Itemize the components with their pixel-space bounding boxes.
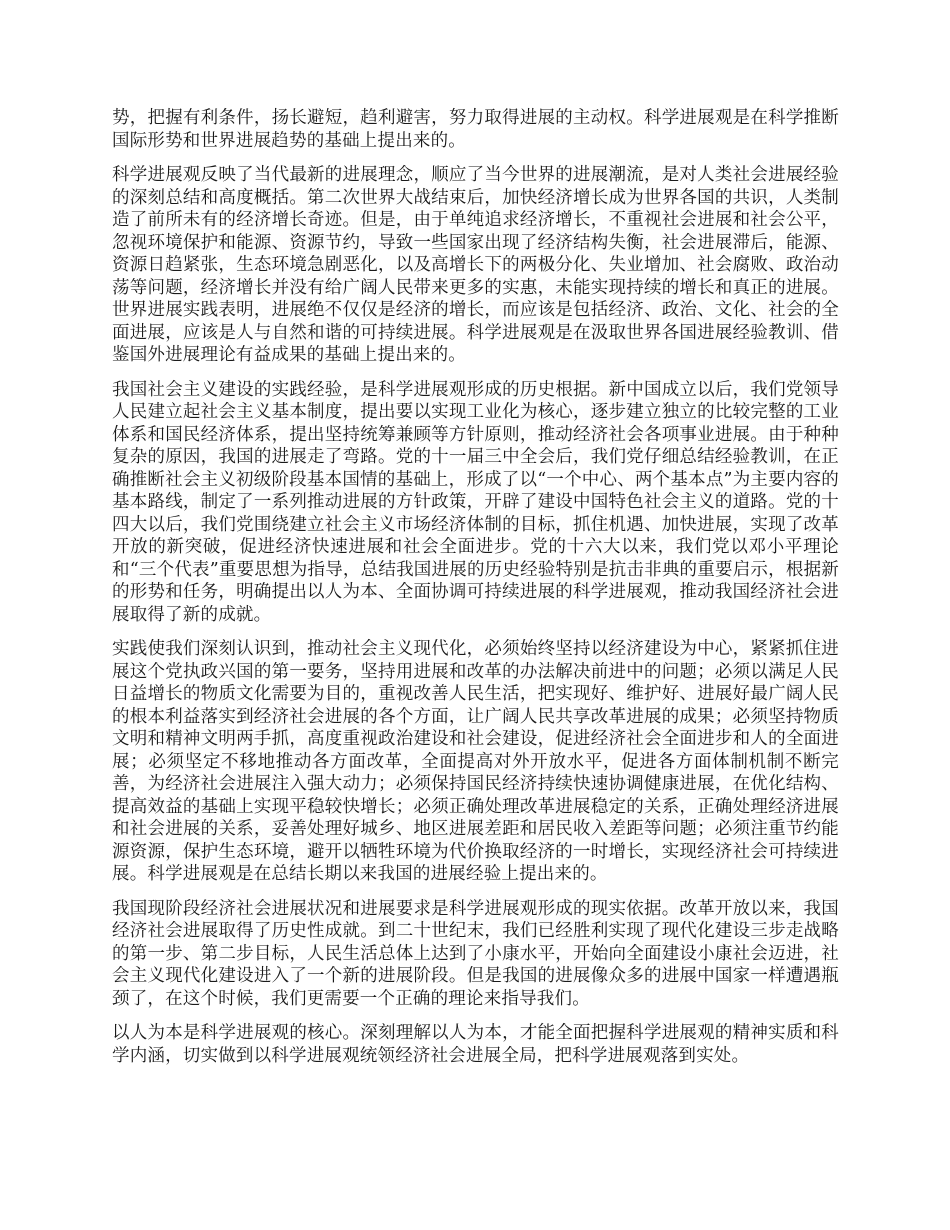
document-body — [112, 107, 839, 1079]
paragraph-2: 科学进展观反映了当代最新的进展理念，顺应了当今世界的进展潮流，是对人类社会进展经验的深刻总结和高度概括。第二次世界大战结束后，加快经济增长成为世界各国的共识，人类制造了前所未有的经济增长奇迹。但是，由于单纯追求经济增长，不重视社会进展和社会公平，忽视环境保护和能源、资源节约，导致一些国家出现了经济结构失衡，社会进展滞后，能源、资源日趋紧张，生态环境急剧恶化，以及高增长下的两极分化、失业增加、社会腐败、政治动荡等问题，经济增长并没有给广阔人民带来更多的实惠，未能实现持续的增长和真正的进展。世界进展实践表明，进展绝不仅仅是经济的增长，而应该是包括经济、政治、文化、社会的全面进展，应该是人与自然和谐的可持续进展。科学进展观是在汲取世界各国进展经验教训、借鉴国外进展理论有益成果的基础上提出来的。 — [112, 165, 839, 365]
paragraph-6: 以人为本是科学进展观的核心。深刻理解以人为本，才能全面把握科学进展观的精神实质和科学内涵，切实做到以科学进展观统领经济社会进展全局，把科学进展观落到实处。 — [112, 1023, 839, 1066]
paragraph-5: 我国现阶段经济社会进展状况和进展要求是科学进展观形成的现实依据。改革开放以来，我国经济社会进展取得了历史性成就。到二十世纪末，我们已经胜利实现了现代化建设三步走战略的第一步、第二步目标，人民生活总体上达到了小康水平，开始向全面建设小康社会迈进，社会主义现代化建设进入了一个新的进展阶段。但是我国的进展像众多的进展中国家一样遭遇瓶颈了，在这个时候，我们更需要一个正确的理论来指导我们。 — [112, 898, 839, 1009]
paragraph-4: 实践使我们深刻认识到，推动社会主义现代化，必须始终坚持以经济建设为中心，紧紧抓住进展这个党执政兴国的第一要务，坚持用进展和改革的办法解决前进中的问题；必须以满足人民日益增长的物质文化需要为目的，重视改善人民生活，把实现好、维护好、进展好最广阔人民的根本利益落实到经济社会进展的各个方面，让广阔人民共享改革进展的成果；必须坚持物质文明和精神文明两手抓，高度重视政治建设和社会建设，促进经济社会全面进步和人的全面进展；必须坚定不移地推动各方面改革，全面提高对外开放水平，促进各方面体制机制不断完善，为经济社会进展注入强大动力；必须保持国民经济持续快速协调健康进展，在优化结构、提高效益的基础上实现平稳较快增长；必须正确处理改革进展稳定的关系，正确处理经济进展和社会进展的关系，妥善处理好城乡、地区进展差距和居民收入差距等问题；必须注重节约能源资源，保护生态环境，避开以牺牲环境为代价换取经济的一时增长，实现经济社会可持续进展。科学进展观是在总结长期以来我国的进展经验上提出来的。 — [112, 639, 839, 884]
paragraph-3: 我国社会主义建设的实践经验，是科学进展观形成的历史根据。新中国成立以后，我们党领导人民建立起社会主义基本制度，提出要以实现工业化为核心，逐步建立独立的比较完整的工业体系和国民经济体系，提出坚持统筹兼顾等方针原则，推动经济社会各项事业进展。由于种种复杂的原因，我国的进展走了弯路。党的十一届三中全会后，我们党仔细总结经验教训，在正确推断社会主义初级阶段基本国情的基础上，形成了以“一个中心、两个基本点”为主要内容的基本路线，制定了一系列推动进展的方针政策，开辟了建设中国特色社会主义的道路。党的十四大以后，我们党围绕建立社会主义市场经济体制的目标，抓住机遇、加快进展，实现了改革开放的新突破，促进经济快速进展和社会全面进步。党的十六大以来，我们党以邓小平理论和“三个代表”重要思想为指导，总结我国进展的历史经验特别是抗击非典的重要启示，根据新的形势和任务，明确提出以人为本、全面协调可持续进展的科学进展观，推动我国经济社会进展取得了新的成就。 — [112, 379, 839, 625]
paragraph-1: 势，把握有利条件，扬长避短，趋利避害，努力取得进展的主动权。科学进展观是在科学推断国际形势和世界进展趋势的基础上提出来的。 — [112, 108, 839, 151]
